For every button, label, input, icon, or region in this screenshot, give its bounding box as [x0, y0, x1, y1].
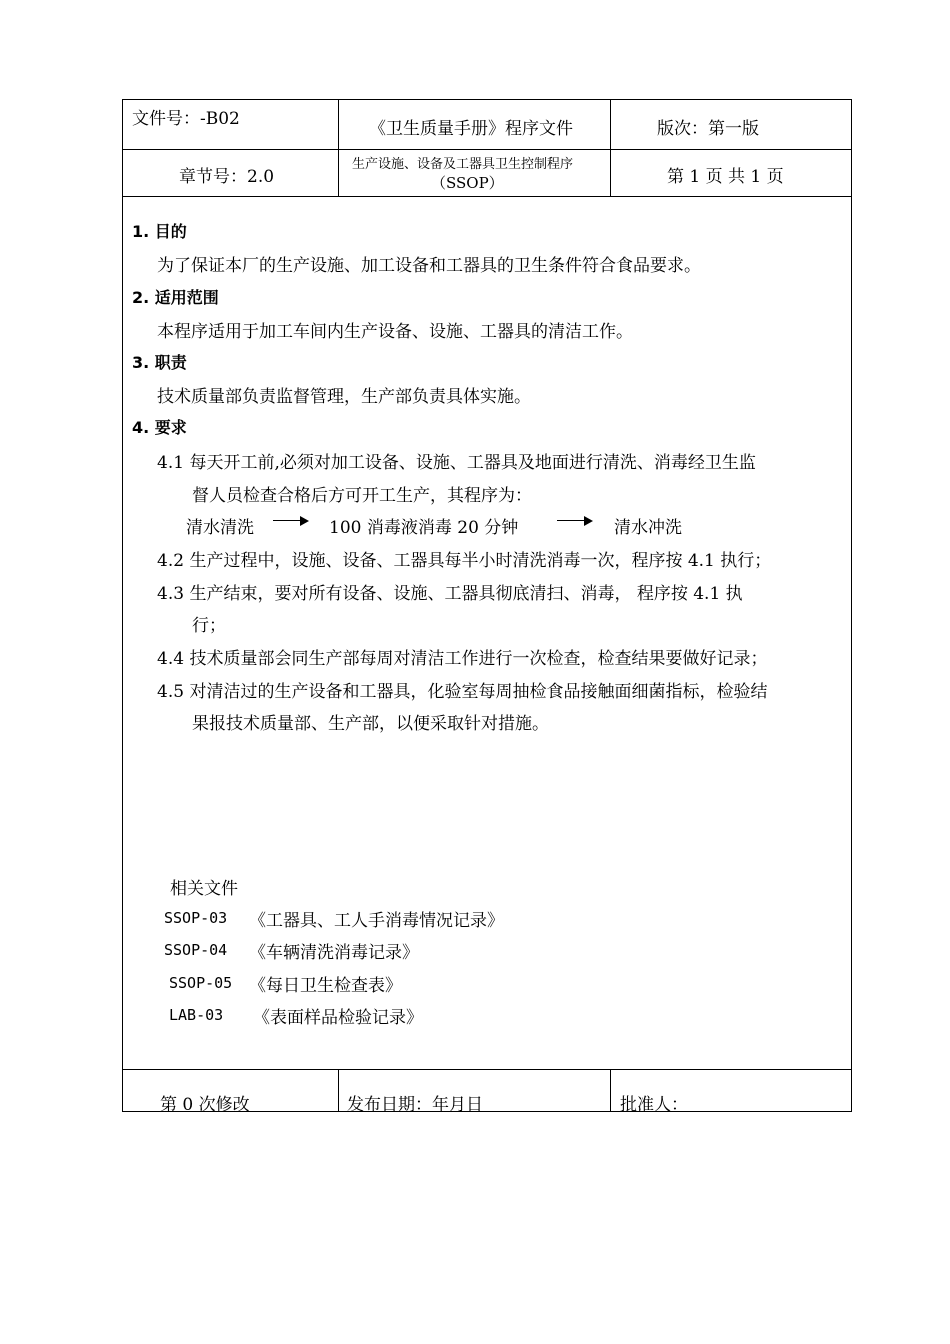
release-date-cell [339, 1070, 611, 1115]
footer-row [123, 1069, 851, 1115]
approver: 批准人： [620, 1095, 688, 1115]
chapter-no: 章节号：2.0 [179, 167, 275, 187]
flow-arrow-icon [557, 515, 593, 527]
page-info-cell [611, 150, 851, 196]
section-text-scope: 本程序适用于加工车间内生产设备、设施、工器具的清洁工作。 [157, 322, 633, 342]
release-date: 发布日期：年月日 [347, 1095, 483, 1115]
flow-arrow-icon [273, 515, 309, 527]
requirement-4-5-line-1: 4.5 对清洁过的生产设备和工器具，化验室每周抽检食品接触面细菌指标，检验结 [157, 682, 768, 702]
flow-step-disinfect: 100 消毒液消毒 20 分钟 [329, 518, 519, 538]
flow-step-rinse: 清水清洗 [186, 518, 254, 538]
related-doc-name: 《工器具、工人手消毒情况记录》 [249, 911, 504, 931]
header-row-1 [123, 100, 851, 150]
edition-cell [611, 100, 851, 149]
section-text-purpose: 为了保证本厂的生产设施、加工设备和工器具的卫生条件符合食品要求。 [157, 256, 701, 276]
procedure-code: （SSOP） [431, 174, 504, 192]
related-doc-code: SSOP-05 [169, 974, 233, 992]
requirement-4-2: 4.2 生产过程中，设施、设备、工器具每半小时清洗消毒一次，程序按 4.1 执行； [157, 551, 772, 571]
chapter-cell [123, 150, 339, 196]
doc-no: 文件号：-B02 [132, 109, 240, 129]
requirement-4-5-line-2: 果报技术质量部、生产部，以便采取针对措施。 [192, 714, 549, 734]
related-doc-code: SSOP-03 [164, 909, 228, 927]
section-heading-scope: 2. 适用范围 [132, 288, 219, 307]
manual-title-cell [339, 100, 611, 149]
doc-no-cell [123, 100, 339, 149]
related-doc-code: LAB-03 [169, 1006, 224, 1024]
related-doc-name: 《表面样品检验记录》 [253, 1008, 423, 1028]
requirement-4-4: 4.4 技术质量部会同生产部每周对清洁工作进行一次检查，检查结果要做好记录； [157, 649, 768, 669]
requirement-4-1-line-2: 督人员检查合格后方可开工生产，其程序为： [192, 486, 532, 506]
requirement-4-3-line-2: 行； [192, 616, 226, 636]
page-info: 第 1 页 共 1 页 [667, 167, 784, 187]
procedure-title: 生产设施、设备及工器具卫生控制程序 [352, 157, 574, 172]
related-doc-name: 《车辆清洗消毒记录》 [249, 943, 419, 963]
related-doc-name: 《每日卫生检查表》 [249, 976, 402, 996]
related-doc-code: SSOP-04 [164, 941, 228, 959]
revision-cell [123, 1070, 339, 1115]
requirement-4-1-line-1: 4.1 每天开工前,必须对加工设备、设施、工器具及地面进行清洗、消毒经卫生监 [157, 453, 756, 473]
edition: 版次：第一版 [657, 119, 759, 139]
revision: 第 0 次修改 [160, 1095, 250, 1115]
approver-cell [611, 1070, 851, 1115]
related-documents-title: 相关文件 [170, 879, 238, 899]
requirement-4-3-line-1: 4.3 生产结束，要对所有设备、设施、工器具彻底清扫、消毒， 程序按 4.1 执 [157, 584, 743, 604]
procedure-title-cell [339, 150, 611, 196]
flow-step-flush: 清水冲洗 [614, 518, 682, 538]
section-heading-purpose: 1. 目的 [132, 222, 187, 241]
header-row-2 [123, 150, 851, 197]
section-heading-responsibility: 3. 职责 [132, 353, 187, 372]
section-text-responsibility: 技术质量部负责监督管理，生产部负责具体实施。 [157, 387, 531, 407]
section-heading-requirements: 4. 要求 [132, 418, 187, 437]
manual-title: 《卫生质量手册》程序文件 [369, 119, 573, 139]
procedure-document-table [122, 99, 852, 1115]
document-body [123, 197, 851, 1069]
